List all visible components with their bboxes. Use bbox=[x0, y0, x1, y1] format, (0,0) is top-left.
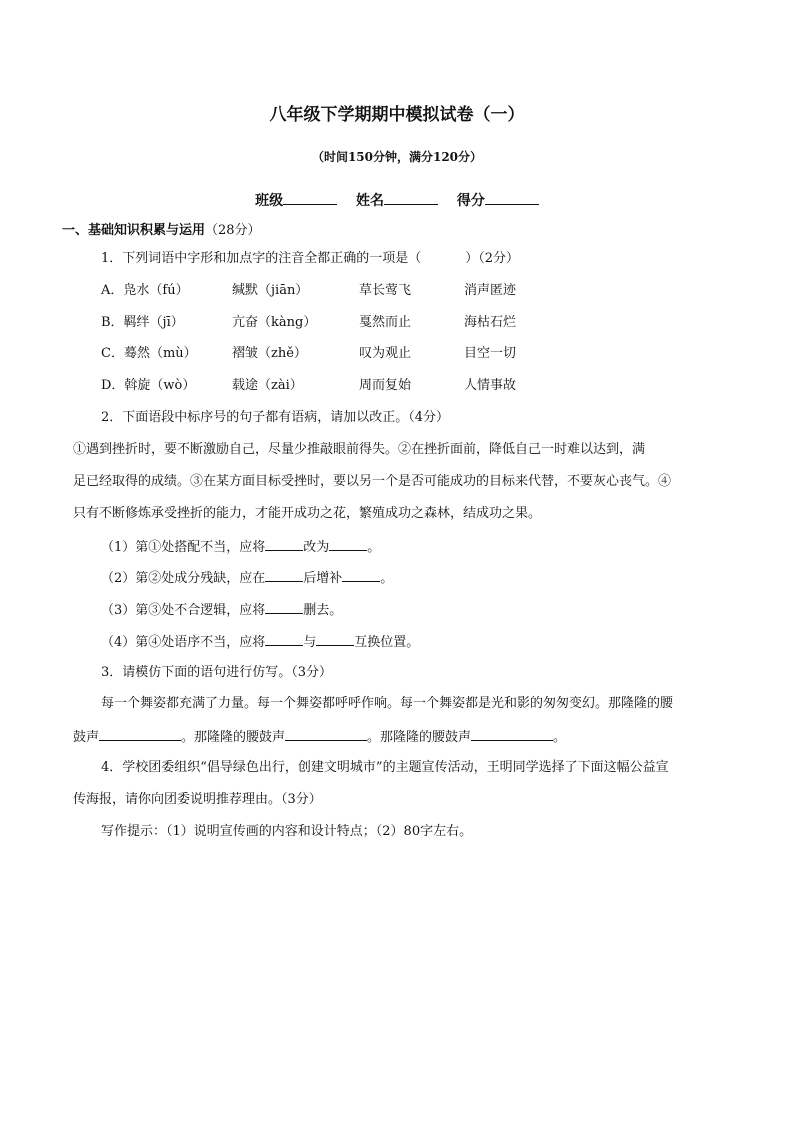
name-label: 姓名 bbox=[356, 193, 384, 209]
q2-item-1 bbox=[101, 536, 380, 558]
q2-item-4 bbox=[101, 631, 419, 653]
class-blank[interactable] bbox=[283, 190, 337, 205]
option-b-word4: 海枯石烂 bbox=[464, 315, 517, 330]
q4-stem: 4．学校团委组织“倡导绿色出行，创建文明城市”的主题宣传活动，王明同学选择了下面这幅公益宣 bbox=[101, 760, 669, 775]
option-a-word4: 消声匿迹 bbox=[464, 283, 517, 298]
q3-stem: 3．请模仿下面的语句进行仿写。（3分） bbox=[101, 665, 333, 680]
q1-stem-text: 1．下列词语中字形和加点字的注音全都正确的一项是（ bbox=[101, 251, 422, 266]
exam-title: 八年级下学期期中模拟试卷（一） bbox=[269, 105, 525, 125]
q2-item-3-mid: 删去。 bbox=[303, 603, 343, 618]
option-c-word4: 目空一切 bbox=[464, 346, 517, 361]
q2-item-2-text: （2）第②处成分残缺，应在 bbox=[101, 571, 266, 586]
option-d-word3: 周而复始 bbox=[359, 378, 412, 393]
q3-example: 每一个舞姿都充满了力量。每一个舞姿都呼呼作响。每一个舞姿都是光和影的匆匆变幻。那隆隆的腰 bbox=[101, 696, 674, 711]
q2-item-4-end: 互换位置。 bbox=[354, 635, 420, 650]
score-label: 得分 bbox=[456, 193, 485, 209]
q2-item-2-end: 。 bbox=[380, 571, 394, 586]
name-field bbox=[356, 190, 438, 211]
option-c-word3: 叹为观止 bbox=[359, 346, 412, 361]
q4-writing-hint: 写作提示：（1）说明宣传画的内容和设计特点；（2）80字左右。 bbox=[101, 824, 473, 839]
answer-blank[interactable] bbox=[265, 536, 303, 551]
answer-blank[interactable] bbox=[265, 631, 303, 646]
option-c-word2: 褶皱（zhě） bbox=[232, 346, 307, 361]
option-d-word4: 人情事故 bbox=[464, 378, 517, 393]
option-d-word1: D．斡旋（wò） bbox=[101, 378, 196, 393]
answer-blank[interactable] bbox=[471, 726, 553, 741]
q2-passage-line: 足已经取得的成绩。③在某方面目标受挫时，要以另一个是否可能成功的目标来代替，不要灰心丧气。④ bbox=[73, 474, 672, 489]
q3-fill-text: 鼓声 bbox=[73, 730, 100, 745]
q3-fill-text: 。那隆隆的腰鼓声 bbox=[367, 730, 472, 745]
answer-blank[interactable] bbox=[329, 536, 367, 551]
student-info-line bbox=[0, 190, 794, 211]
q2-passage-line: 只有不断修炼承受挫折的能力，才能开成功之花，繁殖成功之森林，结成功之果。 bbox=[73, 506, 542, 521]
section1-heading bbox=[62, 221, 261, 241]
option-b-word3: 戛然而止 bbox=[359, 315, 412, 330]
option-a-word3: 草长莺飞 bbox=[359, 283, 412, 298]
q2-stem: 2．下面语段中标序号的句子都有语病，请加以改正。（4分） bbox=[101, 410, 450, 425]
q2-item-1-end: 。 bbox=[367, 540, 381, 555]
exam-subtitle: （时间150分钟，满分120分） bbox=[311, 150, 483, 164]
option-c-word1: C．蓦然（mù） bbox=[101, 346, 197, 361]
q2-item-4-mid: 与 bbox=[303, 635, 317, 650]
answer-blank[interactable] bbox=[285, 726, 367, 741]
answer-blank[interactable] bbox=[342, 567, 380, 582]
option-a-word1: A．凫水（fú） bbox=[101, 283, 189, 298]
q2-item-2-mid: 后增补 bbox=[303, 571, 343, 586]
q2-passage-line: ①遇到挫折时，要不断激励自己，尽量少推敲眼前得失。②在挫折面前，降低自己一时难以达到，满 bbox=[73, 442, 646, 457]
q2-item-3 bbox=[101, 599, 342, 621]
q4-stem-continued: 传海报，请你向团委说明推荐理由。（3分） bbox=[73, 792, 322, 807]
score-blank[interactable] bbox=[485, 190, 539, 205]
q1-stem bbox=[101, 249, 519, 269]
q2-item-3-text: （3）第③处不合逻辑，应将 bbox=[101, 603, 266, 618]
q1-stem-points: ）（2分） bbox=[465, 251, 520, 266]
answer-blank[interactable] bbox=[99, 726, 181, 741]
name-blank[interactable] bbox=[384, 190, 438, 205]
q2-item-2 bbox=[101, 567, 393, 589]
q3-fill-line bbox=[73, 726, 566, 748]
score-field bbox=[457, 190, 539, 211]
q2-item-1-text: （1）第①处搭配不当，应将 bbox=[101, 540, 266, 555]
q2-item-1-mid: 改为 bbox=[303, 540, 330, 555]
answer-blank[interactable] bbox=[265, 567, 303, 582]
option-d-word2: 载途（zài） bbox=[232, 378, 303, 393]
answer-blank[interactable] bbox=[316, 631, 354, 646]
class-label: 班级 bbox=[255, 193, 284, 209]
option-b-word2: 亢奋（kàng） bbox=[232, 315, 317, 330]
q3-fill-text: 。那隆隆的腰鼓声 bbox=[181, 730, 286, 745]
option-a-word2: 缄默（jiān） bbox=[232, 283, 309, 298]
q3-fill-text: 。 bbox=[553, 730, 567, 745]
option-b-word1: B．羁绊（jī） bbox=[101, 315, 184, 330]
answer-blank[interactable] bbox=[265, 599, 303, 614]
section1-points: （28分） bbox=[205, 223, 261, 238]
section1-title: 一、基础知识积累与运用 bbox=[62, 223, 206, 238]
q2-item-4-text: （4）第④处语序不当，应将 bbox=[101, 635, 266, 650]
class-field bbox=[255, 190, 337, 211]
